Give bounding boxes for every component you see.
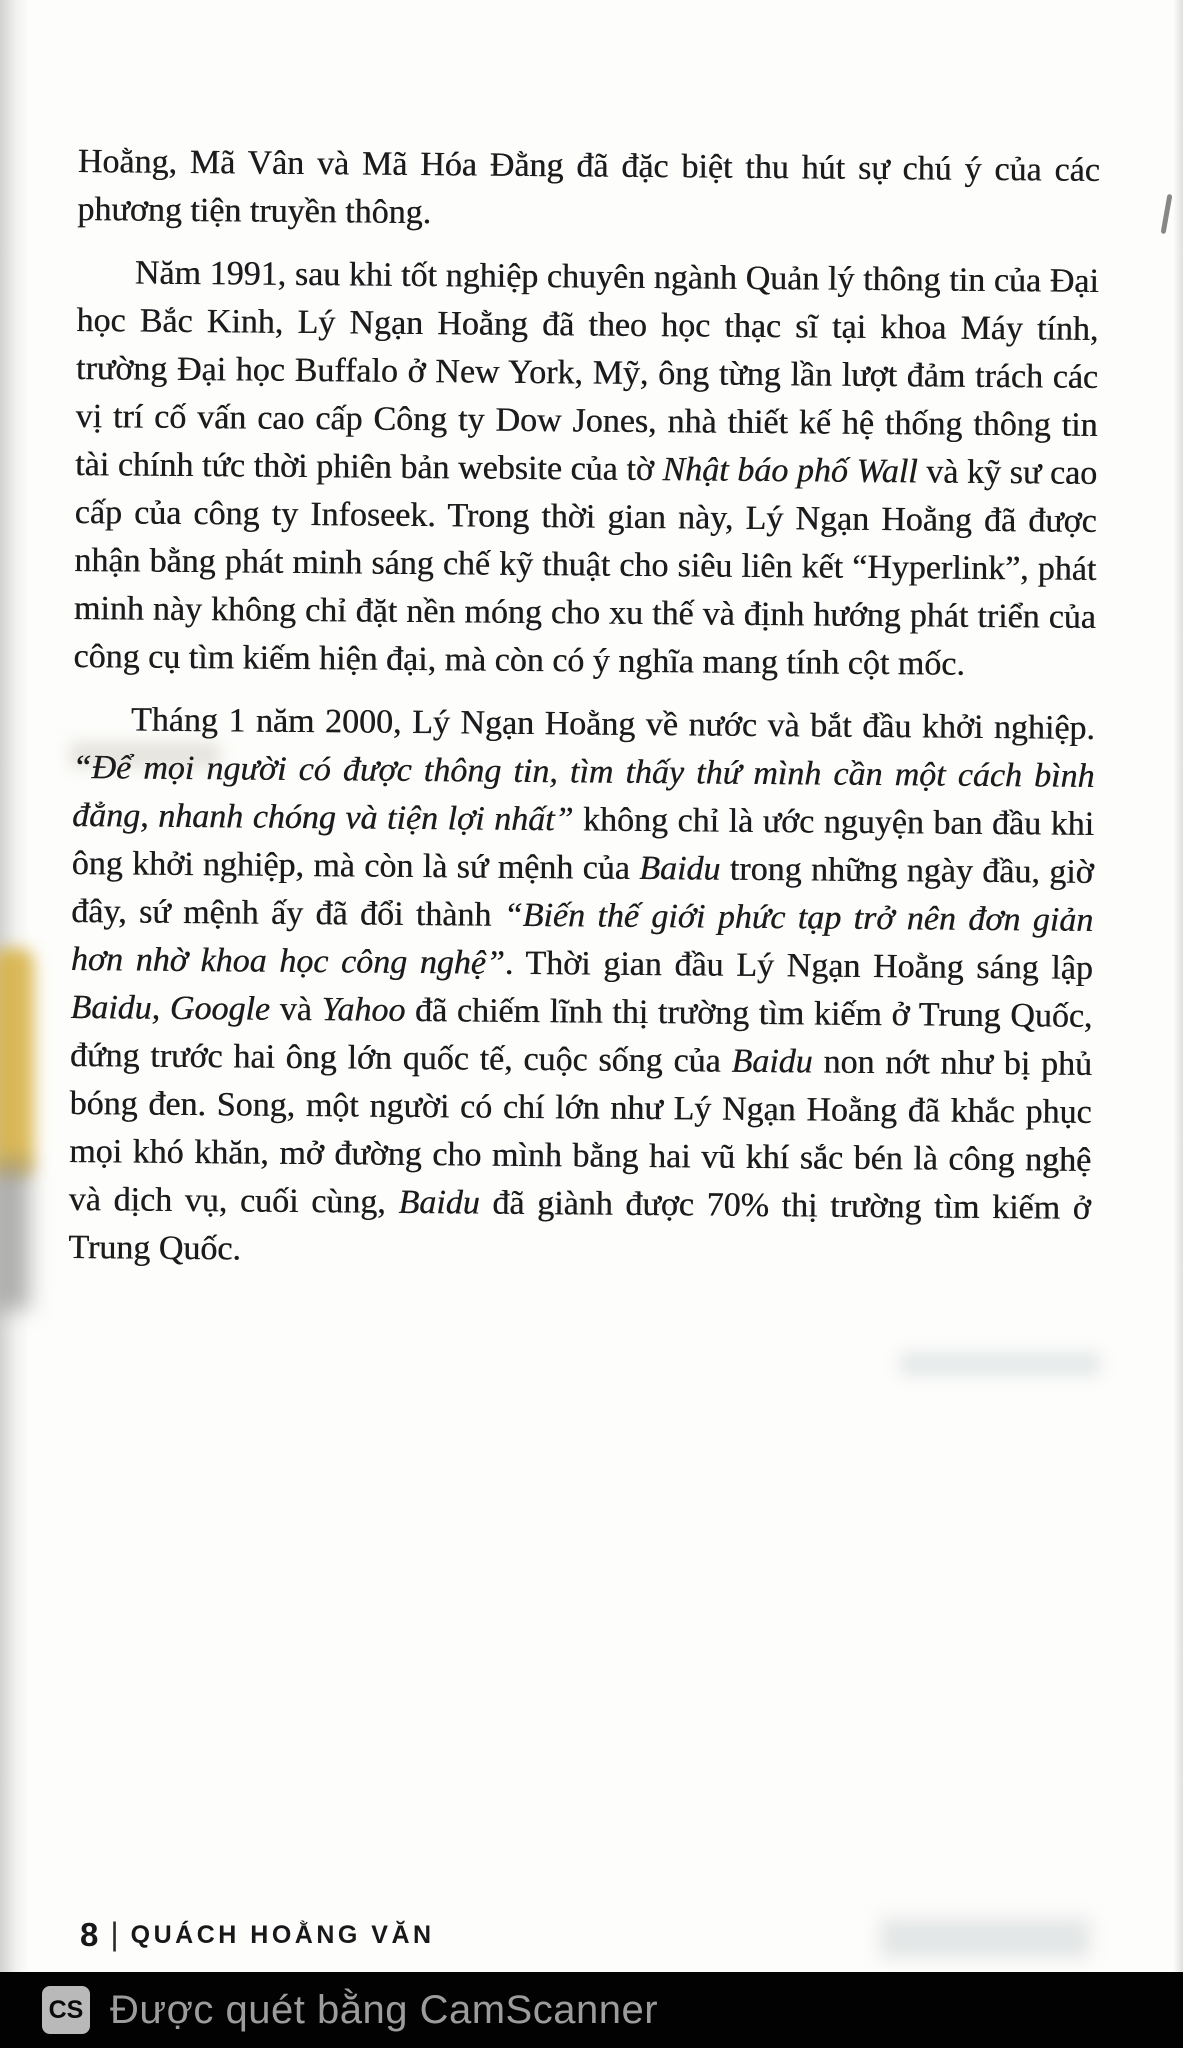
scan-artifact-gray-smudge [0,1160,30,1310]
camscanner-watermark-bar [0,1972,1183,2048]
text-segment: . Thời gian đầu Lý Ngạn Hoằng sáng lập [504,944,1093,987]
paragraph [68,696,1095,1281]
text-segment: Hoằng, Mã Vân và Mã Hóa Đằng đã đặc biệt thu hút sự chú ý của các phương tiện truyền thông. [77,142,1100,232]
text-segment: và [269,990,322,1029]
scan-artifact-right-mark [1161,194,1173,234]
scan-artifact-bleedthrough [880,1918,1090,1958]
italic-text-segment: Yahoo [321,991,406,1029]
text-segment: non nớt như bị phủ bóng đen. Song, một người có chí lớn như Lý Ngạn Hoằng đã khắc phục mọi khó khăn, mở đường cho mình bằng hai vũ khí sắc bén là công nghệ và dịch vụ, cuối cùng, [68,1043,1093,1221]
text-segment: Tháng 1 năm 2000, Lý Ngạn Hoằng về nước và bắt đầu khởi nghiệp. [130,701,1096,747]
italic-text-segment: “Biến thế giới phức tạp trở nên đơn giản hơn nhờ khoa học công nghệ” [70,896,1094,982]
italic-text-segment: Baidu [639,849,721,888]
page-footer [80,1916,435,1954]
text-segment: đã giành được 70% thị trường tìm kiếm ở Trung Quốc. [68,1184,1091,1268]
body-text [68,138,1100,1296]
page-number: 8 [80,1916,99,1953]
paragraph [77,138,1100,243]
footer-separator: | [110,1915,119,1952]
scan-artifact-yellow-strip [0,948,34,1178]
text-segment: và kỹ sư cao cấp của công ty Infoseek. Trong thời gian này, Lý Ngạn Hoằng đã được nhận bằng phát minh sáng chế kỹ thuật cho siêu liên kết “Hyperlink”, phát minh này không chỉ đặt nền móng cho xu thế và định hướng phát triển của công cụ tìm kiếm hiện đại, mà còn có ý nghĩa mang tính cột mốc. [73,453,1098,683]
text-segment: không chỉ là ước nguyện ban đầu khi ông khởi nghiệp, mà còn là sứ mệnh của [71,801,1095,887]
text-segment: đã chiếm lĩnh thị trường tìm kiếm ở Trung Quốc, đứng trước hai ông lớn quốc tế, cuộc sống của [69,991,1093,1080]
scan-artifact-bleedthrough [900,1352,1100,1376]
italic-text-segment: “Để mọi người có được thông tin, tìm thấy thứ mình cần một cách bình đẳng, nhanh chóng và tiện lợi nhất” [71,748,1095,839]
italic-text-segment: Baidu [398,1183,480,1222]
italic-text-segment: Nhật báo phố Wall [662,451,918,491]
camscanner-logo-icon: CS [42,1986,90,2034]
camscanner-watermark-label: Được quét bằng CamScanner [110,1987,659,2032]
right-page-edge-shadow [1173,0,1183,2048]
footer-author: QUÁCH HOẰNG VĂN [130,1920,435,1949]
text-segment: Năm 1991, sau khi tốt nghiệp chuyên ngành Quản lý thông tin của Đại học Bắc Kinh, Lý Ngạn Hoằng đã theo học thạc sĩ tại khoa Máy tính, trường Đại học Buffalo ở New York, Mỹ, ông từng lần lượt đảm trách các vị trí cố vấn cao cấp Công ty Dow Jones, nhà thiết kế hệ thống thông tin tài chính tức thời phiên bản website của tờ [74,254,1099,489]
italic-text-segment: Baidu [731,1042,813,1081]
text-segment: trong những ngày đầu, giờ đây, sứ mệnh ấy đã đổi thành [71,850,1094,934]
italic-text-segment: Baidu, Google [70,988,271,1028]
paragraph [73,249,1099,690]
